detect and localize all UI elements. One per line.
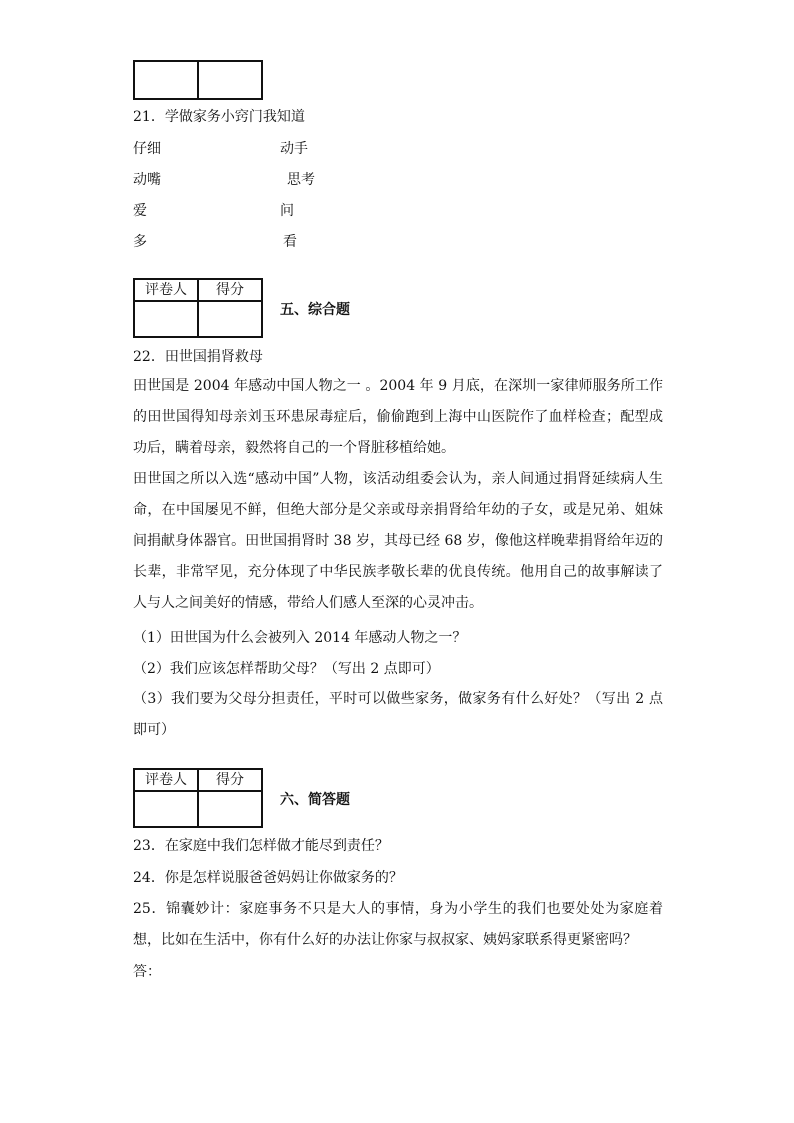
q21-left-item: 爱 (133, 203, 147, 219)
q25-text: 25．锦囊妙计：家庭事务不只是大人的事情，身为小学生的我们也要处处为家庭着想，比如在生活中，你有什么好的办法让你家与叔叔家、姨妈家联系得更紧密吗？ (133, 901, 663, 948)
grader-cell (134, 791, 198, 827)
q22-paragraph: 田世国是 2004 年感动中国人物之一 。2004 年 9 月底，在深圳一家律师服务所工作的田世国得知母亲刘玉环患尿毒症后，偷偷跑到上海中山医院作了血样检查；配型成功后，瞒着母亲，毅然将自己的一个肾脏移植给她。 (133, 378, 663, 456)
q21-left-item: 动嘴 (133, 172, 161, 188)
q21-left-item: 仔细 (133, 141, 161, 157)
score-table-top (133, 60, 263, 100)
q21-left-item: 多 (133, 234, 147, 250)
q22-subquestion: （1）田世国为什么会被列入 2014 年感动人物之一？ (133, 630, 467, 646)
q21-right-item: 动手 (280, 141, 308, 157)
section-title: 六、简答题 (280, 792, 350, 808)
score-header: 得分 (198, 279, 262, 301)
grader-table (133, 768, 263, 828)
score-header: 得分 (198, 769, 262, 791)
score-cell (198, 791, 262, 827)
q21-right-item: 思考 (287, 172, 315, 188)
score-cell (134, 61, 198, 99)
q22-subquestion-wrap (133, 684, 663, 746)
answer-label: 答： (133, 964, 161, 980)
q21-right-item: 问 (280, 203, 294, 219)
grader-table (133, 278, 263, 338)
q23-text: 23．在家庭中我们怎样做才能尽到责任？ (133, 838, 389, 854)
q25-wrap (133, 894, 663, 956)
q24-text: 24．你是怎样说服爸爸妈妈让你做家务的？ (133, 870, 403, 886)
grader-cell (134, 301, 198, 337)
score-cell (198, 61, 262, 99)
q22-passage (133, 371, 663, 619)
grader-header: 评卷人 (134, 769, 198, 791)
q22-title: 22．田世国捐肾救母 (133, 349, 263, 365)
q21-right-item: 看 (283, 234, 297, 250)
score-cell (198, 301, 262, 337)
q22-subquestion: （2）我们应该怎样帮助父母？（写出 2 点即可） (133, 661, 440, 677)
q22-subquestion: （3）我们要为父母分担责任，平时可以做些家务，做家务有什么好处？（写出 2 点即可） (133, 691, 663, 738)
q22-paragraph: 田世国之所以入选“感动中国”人物，该活动组委会认为，亲人间通过捐肾延续病人生命，在中国屡见不鲜，但绝大部分是父亲或母亲捐肾给年幼的子女，或是兄弟、姐妹间捐献身体器官。田世国捐肾时 38 岁，其母已经 68 岁，像他这样晚辈捐肾给年迈的长辈，非常罕见，充分体现了中华民族孝敬长辈的优良传统。他用自己的故事解读了人与人之间美好的情感，带给人们感人至深的心灵冲击。 (133, 471, 663, 611)
section-title: 五、综合题 (280, 302, 350, 318)
q21-title: 21．学做家务小窍门我知道 (133, 109, 305, 125)
grader-header: 评卷人 (134, 279, 198, 301)
